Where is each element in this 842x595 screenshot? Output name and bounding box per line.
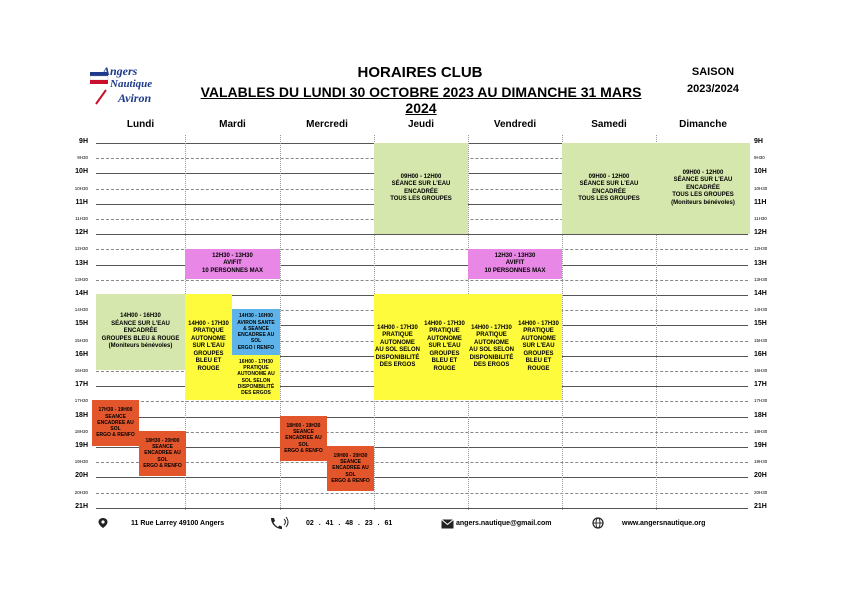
page-title: HORAIRES CLUB bbox=[357, 64, 483, 81]
hour-line bbox=[96, 234, 748, 235]
half-hour-line bbox=[96, 462, 748, 463]
hour-label-right: 10H30 bbox=[754, 186, 768, 191]
block-mardi-eau: 14H00 - 17H30 PRATIQUE AUTONOME SUR L'EAU GROUPES BLEU ET ROUGE bbox=[185, 294, 232, 400]
hour-label-left: 17H30 bbox=[74, 398, 88, 403]
hour-label-right: 9H30 bbox=[754, 155, 765, 160]
logo-line-1: Angers bbox=[102, 64, 138, 78]
rower-icon bbox=[94, 88, 108, 106]
hour-label-right: 18H30 bbox=[754, 429, 768, 434]
half-hour-line bbox=[96, 493, 748, 494]
half-hour-line bbox=[96, 401, 748, 402]
hour-label-right: 9H bbox=[754, 138, 763, 145]
hour-label-left: 15H bbox=[75, 320, 88, 327]
half-hour-line bbox=[96, 432, 748, 433]
hour-label-left: 10H30 bbox=[74, 186, 88, 191]
block-vendredi-sol: 14H00 - 17H30 PRATIQUE AUTONOME AU SOL SELON DISPONIBILITÉ DES ERGOS bbox=[468, 294, 515, 400]
hour-label-right: 13H bbox=[754, 260, 767, 267]
season-label: SAISON bbox=[691, 66, 735, 78]
day-header-mardi: Mardi bbox=[219, 119, 246, 130]
hour-label-left: 12H bbox=[75, 229, 88, 236]
hour-label-right: 16H bbox=[754, 351, 767, 358]
email-icon bbox=[441, 519, 454, 529]
hour-label-right: 20H bbox=[754, 472, 767, 479]
hour-label-right: 12H bbox=[754, 229, 767, 236]
phone-icon bbox=[268, 516, 290, 530]
hour-label-left: 15H30 bbox=[74, 338, 88, 343]
block-lundi-soir-2: 18H30 - 20H00 SEANCE ENCADREE AU SOL ERGO & RENFO bbox=[139, 431, 186, 476]
block-mercredi-soir-2: 19H00 - 20H30 SEANCE ENCADREE AU SOL ERGO & RENFO bbox=[327, 446, 374, 491]
hour-label-right: 11H bbox=[754, 199, 767, 206]
hour-label-left: 18H bbox=[75, 412, 88, 419]
block-lundi-soir-1: 17H30 - 19H00 SEANCE ENCADREE AU SOL ERGO & RENFO bbox=[92, 400, 139, 446]
hour-label-left: 14H30 bbox=[74, 307, 88, 312]
hour-label-left: 21H bbox=[75, 503, 88, 510]
hour-label-left: 19H bbox=[75, 442, 88, 449]
footer-email[interactable]: angers.nautique@gmail.com bbox=[456, 520, 552, 527]
hour-label-right: 15H30 bbox=[754, 338, 768, 343]
hour-label-right: 14H30 bbox=[754, 307, 768, 312]
logo-line-2: Nautique bbox=[110, 78, 153, 90]
logo-line-3: Aviron bbox=[118, 91, 152, 105]
hour-label-right: 11H30 bbox=[754, 216, 767, 221]
hour-label-left: 18H30 bbox=[74, 429, 88, 434]
half-hour-line bbox=[96, 280, 748, 281]
block-mardi-aviron-sante: 14H30 - 16H00 AVIRON SANTE & SEANCE ENCADREE AU SOL ERGO / RENFO bbox=[232, 309, 280, 355]
block-mardi-avifit: 12H30 - 13H30 AVIFIT 10 PERSONNES MAX bbox=[185, 249, 280, 279]
hour-line bbox=[96, 477, 748, 478]
block-samedi-matin: 09H00 - 12H00 SÉANCE SUR L'EAU ENCADRÉE TOUS LES GROUPES bbox=[562, 143, 656, 234]
hour-label-left: 12H30 bbox=[74, 246, 88, 251]
block-mardi-sol: 16H00 - 17H30 PRATIQUE AUTONOME AU SOL SELON DISPONIBILITÉ DES ERGOS bbox=[232, 355, 280, 400]
hour-line bbox=[96, 508, 748, 509]
hour-label-right: 19H30 bbox=[754, 459, 768, 464]
hour-label-left: 11H30 bbox=[75, 216, 88, 221]
hour-label-right: 15H bbox=[754, 320, 767, 327]
block-jeudi-eau: 14H00 - 17H30 PRATIQUE AUTONOME SUR L'EAU GROUPES BLEU ET ROUGE bbox=[421, 294, 468, 400]
hour-line bbox=[96, 417, 748, 418]
day-header-vendredi: Vendredi bbox=[493, 119, 537, 130]
footer-website[interactable]: www.angersnautique.org bbox=[622, 520, 706, 527]
hour-label-right: 20H30 bbox=[754, 490, 768, 495]
block-lundi-apres-midi: 14H00 - 16H30 SÉANCE SUR L'EAU ENCADRÉE GROUPES BLEU & ROUGE (Moniteurs bénévoles) bbox=[96, 294, 185, 370]
hour-label-left: 16H bbox=[75, 351, 88, 358]
hour-label-right: 18H bbox=[754, 412, 767, 419]
hour-label-left: 13H30 bbox=[74, 277, 88, 282]
hour-label-right: 14H bbox=[754, 290, 767, 297]
hour-label-right: 10H bbox=[754, 168, 767, 175]
block-dimanche-matin: 09H00 - 12H00 SÉANCE SUR L'EAU ENCADRÉE TOUS LES GROUPES (Moniteurs bénévoles) bbox=[656, 143, 750, 234]
hour-label-left: 9H bbox=[79, 138, 88, 145]
season-value: 2023/2024 bbox=[687, 83, 739, 95]
hour-label-right: 13H30 bbox=[754, 277, 768, 282]
hour-label-right: 16H30 bbox=[754, 368, 768, 373]
hour-label-left: 10H bbox=[75, 168, 88, 175]
day-header-lundi: Lundi bbox=[126, 119, 155, 130]
hour-label-left: 17H bbox=[75, 381, 88, 388]
day-header-samedi: Samedi bbox=[591, 119, 627, 130]
block-vendredi-avifit: 12H30 - 13H30 AVIFIT 10 PERSONNES MAX bbox=[468, 249, 562, 279]
block-jeudi-sol: 14H00 - 17H30 PRATIQUE AUTONOME AU SOL SELON DISPONIBILITÉ DES ERGOS bbox=[374, 294, 421, 400]
day-header-mercredi: Mercredi bbox=[306, 119, 348, 130]
footer-phone: 02 . 41 . 48 . 23 . 61 bbox=[306, 520, 393, 527]
hour-label-right: 12H30 bbox=[754, 246, 768, 251]
day-header-jeudi: Jeudi bbox=[407, 119, 435, 130]
block-vendredi-eau: 14H00 - 17H30 PRATIQUE AUTONOME SUR L'EAU GROUPES BLEU ET ROUGE bbox=[515, 294, 562, 400]
block-mercredi-soir-1: 18H00 - 19H30 SEANCE ENCADREE AU SOL ERGO & RENFO bbox=[280, 416, 327, 461]
hour-label-left: 19H30 bbox=[74, 459, 88, 464]
hour-line bbox=[96, 447, 748, 448]
globe-icon bbox=[592, 517, 604, 529]
block-jeudi-matin: 09H00 - 12H00 SÉANCE SUR L'EAU ENCADRÉE TOUS LES GROUPES bbox=[374, 143, 468, 234]
hour-label-left: 11H bbox=[75, 199, 88, 206]
day-header-dimanche: Dimanche bbox=[679, 119, 727, 130]
hour-label-right: 21H bbox=[754, 503, 767, 510]
page-subtitle: VALABLES DU LUNDI 30 OCTOBRE 2023 AU DIMANCHE 31 MARS 2024 bbox=[200, 84, 642, 116]
hour-label-left: 16H30 bbox=[74, 368, 88, 373]
club-logo bbox=[88, 62, 174, 112]
hour-label-left: 14H bbox=[75, 290, 88, 297]
location-pin-icon bbox=[97, 517, 109, 529]
hour-label-left: 20H30 bbox=[74, 490, 88, 495]
hour-label-right: 17H bbox=[754, 381, 767, 388]
footer-address: 11 Rue Larrey 49100 Angers bbox=[131, 520, 225, 527]
hour-label-left: 9H30 bbox=[77, 155, 88, 160]
hour-label-right: 17H30 bbox=[754, 398, 768, 403]
hour-label-left: 13H bbox=[75, 260, 88, 267]
hour-label-left: 20H bbox=[75, 472, 88, 479]
hour-label-right: 19H bbox=[754, 442, 767, 449]
